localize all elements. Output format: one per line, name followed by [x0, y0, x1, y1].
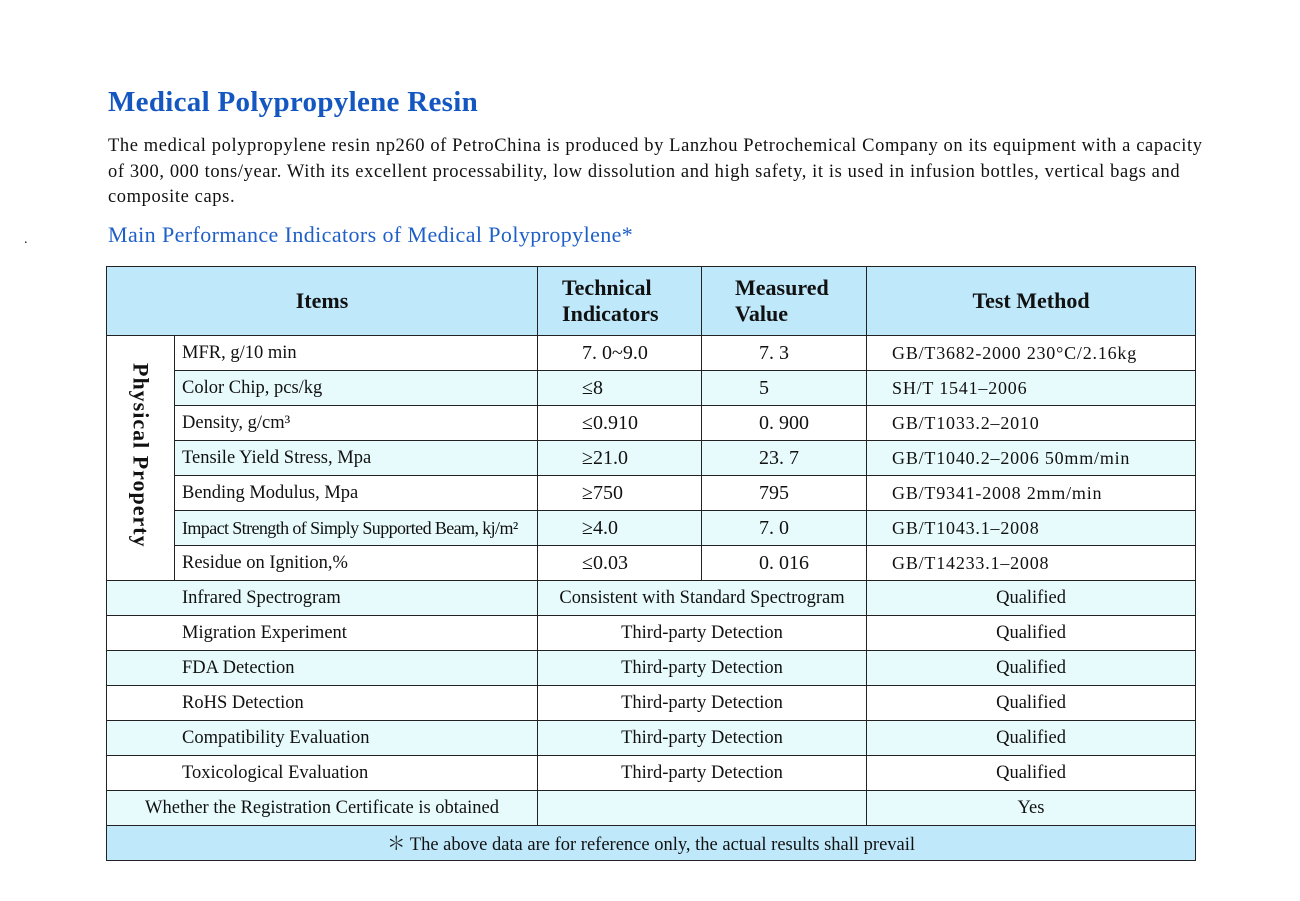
- row-result: Qualified: [867, 721, 1196, 756]
- row-method: SH/T 1541–2006: [867, 371, 1196, 406]
- row-measured: 0. 016: [702, 546, 867, 581]
- row-item: MFR, g/10 min: [175, 336, 538, 371]
- row-method: GB/T1033.2–2010: [867, 406, 1196, 441]
- row-item: Compatibility Evaluation: [107, 721, 538, 756]
- row-item: Tensile Yield Stress, Mpa: [175, 441, 538, 476]
- row-method: GB/T1040.2–2006 50mm/min: [867, 441, 1196, 476]
- footnote: ＊ The above data are for reference only, the actual results shall prevail: [107, 826, 1196, 861]
- footnote-row: [107, 826, 1196, 861]
- row-measured: 7. 3: [702, 336, 867, 371]
- table-row: [107, 686, 1196, 721]
- registration-item: Whether the Registration Certificate is obtained: [107, 791, 538, 826]
- row-item: Bending Modulus, Mpa: [175, 476, 538, 511]
- table-row: [107, 581, 1196, 616]
- header-technical-indicators: [538, 267, 702, 336]
- row-item: Infrared Spectrogram: [107, 581, 538, 616]
- stray-dot: .: [24, 232, 28, 247]
- row-detail: Third-party Detection: [538, 721, 867, 756]
- header-measured-line1: Measured: [735, 275, 829, 300]
- header-test-method: Test Method: [867, 267, 1196, 336]
- row-indicator: ≥21.0: [538, 441, 702, 476]
- row-item: Residue on Ignition,%: [175, 546, 538, 581]
- table-row: [107, 511, 1196, 546]
- row-indicator: 7. 0~9.0: [538, 336, 702, 371]
- row-method: GB/T3682-2000 230°C/2.16kg: [867, 336, 1196, 371]
- row-method: GB/T1043.1–2008: [867, 511, 1196, 546]
- table-row: [107, 756, 1196, 791]
- row-method: GB/T14233.1–2008: [867, 546, 1196, 581]
- row-item: Toxicological Evaluation: [107, 756, 538, 791]
- table-row: [107, 616, 1196, 651]
- indicators-table: [106, 266, 1196, 861]
- row-item: Migration Experiment: [107, 616, 538, 651]
- row-measured: 23. 7: [702, 441, 867, 476]
- row-indicator: ≤8: [538, 371, 702, 406]
- header-row: [107, 267, 1196, 336]
- row-measured: 795: [702, 476, 867, 511]
- row-indicator: ≤0.910: [538, 406, 702, 441]
- registration-detail: [538, 791, 867, 826]
- table-row: [107, 721, 1196, 756]
- row-result: Qualified: [867, 616, 1196, 651]
- row-detail: Third-party Detection: [538, 616, 867, 651]
- row-detail: Consistent with Standard Spectrogram: [538, 581, 867, 616]
- row-result: Qualified: [867, 581, 1196, 616]
- row-item: Impact Strength of Simply Supported Beam, kj/m²: [175, 511, 538, 546]
- row-measured: 7. 0: [702, 511, 867, 546]
- table-row: [107, 441, 1196, 476]
- row-method: GB/T9341-2008 2mm/min: [867, 476, 1196, 511]
- intro-paragraph: The medical polypropylene resin np260 of PetroChina is produced by Lanzhou Petrochemical Company on its equipment with a capacity of 300, 000 tons/year. With its excellent processability, low dissolution and high safety, it is used in infusion bottles, vertical bags and composite caps.: [108, 136, 1203, 207]
- row-result: Qualified: [867, 756, 1196, 791]
- row-measured: 5: [702, 371, 867, 406]
- row-item: Color Chip, pcs/kg: [175, 371, 538, 406]
- physical-property-group: [107, 336, 175, 581]
- header-technical-line2: Indicators: [562, 301, 659, 326]
- header-technical-line1: Technical: [562, 275, 652, 300]
- row-detail: Third-party Detection: [538, 756, 867, 791]
- row-measured: 0. 900: [702, 406, 867, 441]
- row-detail: Third-party Detection: [538, 686, 867, 721]
- header-measured-value: [702, 267, 867, 336]
- row-indicator: ≤0.03: [538, 546, 702, 581]
- table-row: [107, 546, 1196, 581]
- row-item: FDA Detection: [107, 651, 538, 686]
- table-row: [107, 406, 1196, 441]
- row-indicator: ≥4.0: [538, 511, 702, 546]
- group-label: Physical Property: [128, 362, 154, 548]
- table-row: [107, 476, 1196, 511]
- row-result: Qualified: [867, 686, 1196, 721]
- row-item: Density, g/cm³: [175, 406, 538, 441]
- header-measured-line2: Value: [735, 301, 788, 326]
- header-items: Items: [107, 267, 538, 336]
- registration-result: Yes: [867, 791, 1196, 826]
- table-row: [107, 371, 1196, 406]
- registration-row: [107, 791, 1196, 826]
- row-result: Qualified: [867, 651, 1196, 686]
- table-title: Main Performance Indicators of Medical Polypropylene*: [108, 222, 634, 247]
- row-item: RoHS Detection: [107, 686, 538, 721]
- table-row: [107, 651, 1196, 686]
- row-detail: Third-party Detection: [538, 651, 867, 686]
- row-indicator: ≥750: [538, 476, 702, 511]
- page-title: Medical Polypropylene Resin: [108, 86, 479, 118]
- table-row: [107, 336, 1196, 371]
